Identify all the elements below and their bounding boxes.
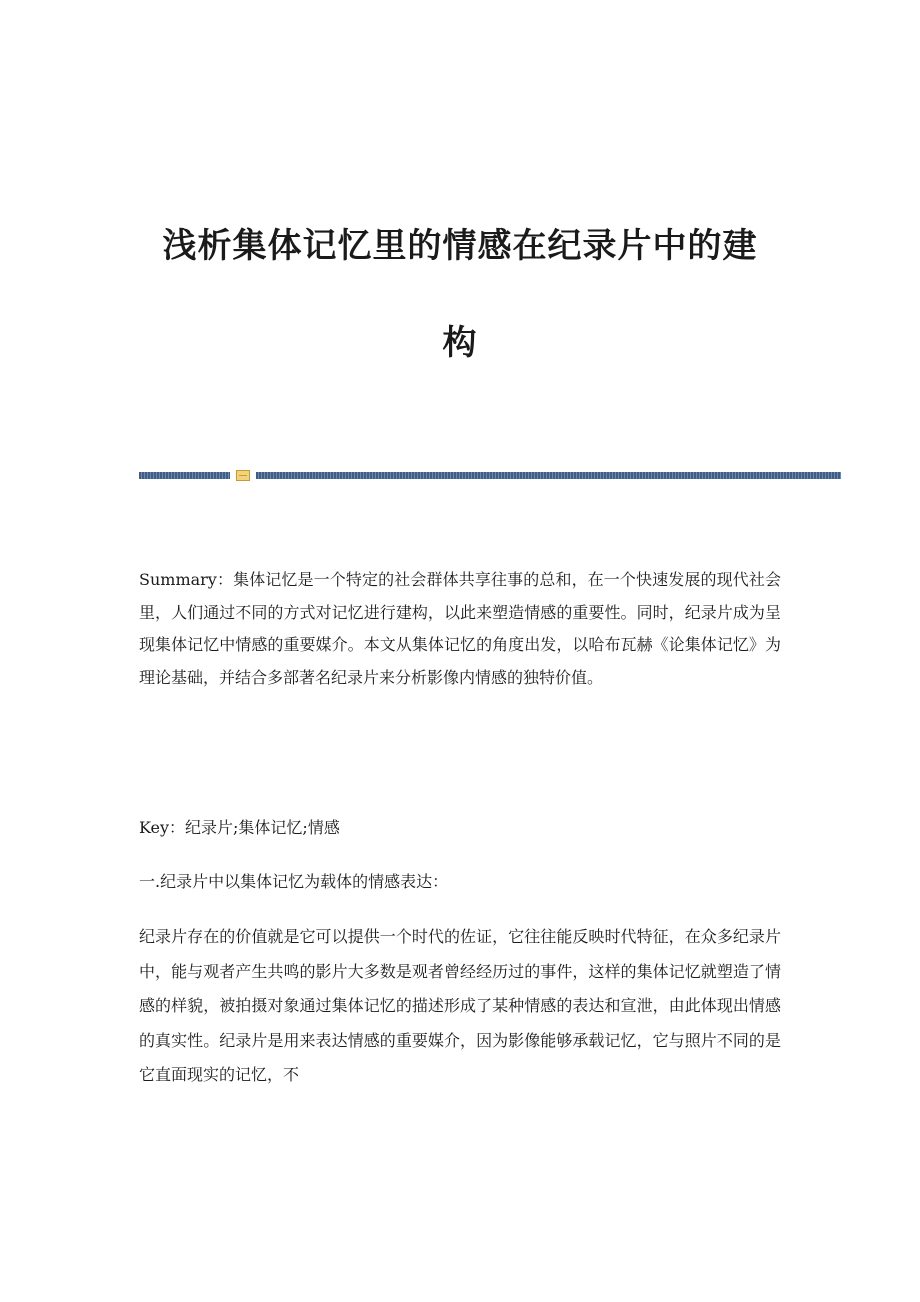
- keywords-line: Key：纪录片;集体记忆;情感: [139, 818, 340, 837]
- envelope-ornament-icon: [236, 470, 250, 481]
- document-title-line-2: 构: [442, 323, 478, 363]
- divider-bar-left: [139, 472, 230, 479]
- document-title-line-1: 浅析集体记忆里的情感在纪录片中的建: [162, 226, 758, 266]
- summary-paragraph: Summary：集体记忆是一个特定的社会群体共享往事的总和，在一个快速发展的现代社会里，人们通过不同的方式对记忆进行建构，以此来塑造情感的重要性。同时，纪录片成为呈现集体记忆中情感的重要媒介。本文从集体记忆的角度出发，以哈布瓦赫《论集体记忆》为理论基础，并结合多部著名纪录片来分析影像内情感的独特价值。: [139, 570, 781, 687]
- section-heading: 一.纪录片中以集体记忆为载体的情感表达：: [139, 872, 449, 891]
- title-divider: [139, 470, 841, 480]
- divider-bar-right: [256, 472, 841, 479]
- body-paragraph: 纪录片存在的价值就是它可以提供一个时代的佐证，它往往能反映时代特征，在众多纪录片中，能与观者产生共鸣的影片大多数是观者曾经经历过的事件，这样的集体记忆就塑造了情感的样貌，被拍摄对象通过集体记忆的描述形成了某种情感的表达和宣泄，由此体现出情感的真实性。纪录片是用来表达情感的重要媒介，因为影像能够承载记忆，它与照片不同的是它直面现实的记忆，不: [139, 927, 781, 1084]
